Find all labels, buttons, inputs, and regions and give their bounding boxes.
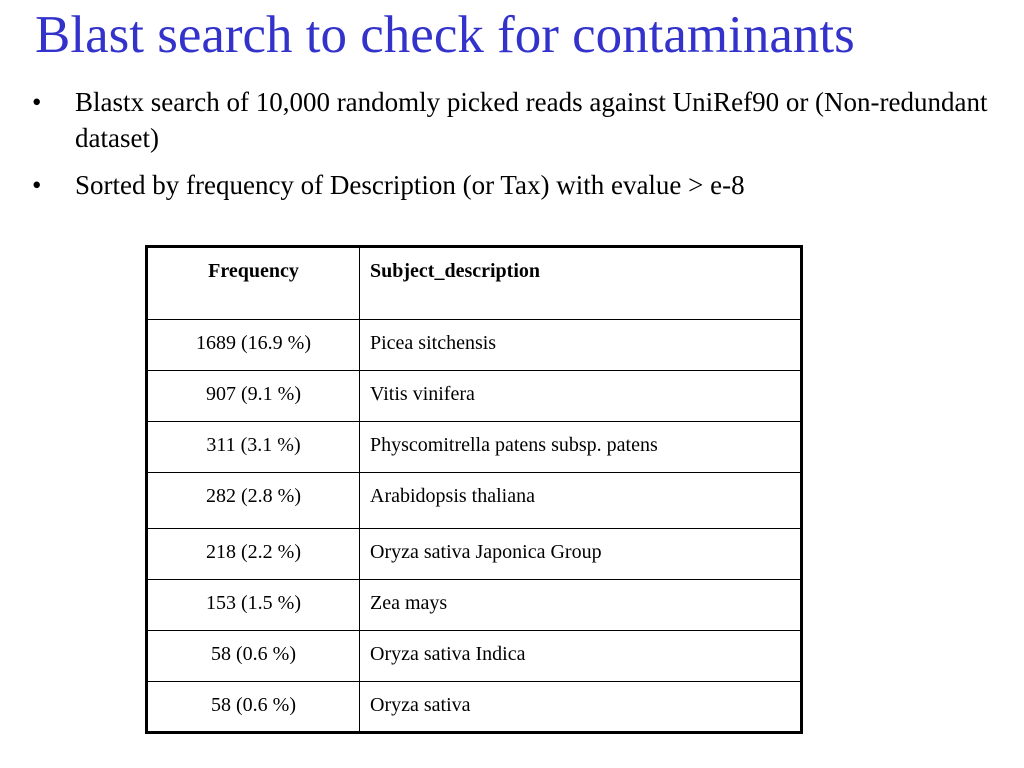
- table-row: [147, 682, 802, 733]
- description-cell: Vitis vinifera: [360, 371, 802, 422]
- subject-description-column-header: Subject_description: [360, 247, 802, 320]
- bullet-marker: •: [32, 87, 42, 117]
- table-row: [147, 529, 802, 580]
- table-row: [147, 320, 802, 371]
- frequency-cell: 58 (0.6 %): [147, 631, 360, 682]
- description-cell: Zea mays: [360, 580, 802, 631]
- bullet-marker: •: [32, 170, 42, 200]
- frequency-cell: 153 (1.5 %): [147, 580, 360, 631]
- frequency-column-header: Frequency: [147, 247, 360, 320]
- frequency-cell: 282 (2.8 %): [147, 473, 360, 529]
- frequency-cell: 311 (3.1 %): [147, 422, 360, 473]
- frequency-cell: 907 (9.1 %): [147, 371, 360, 422]
- table-row: [147, 371, 802, 422]
- table-row: [147, 580, 802, 631]
- description-cell: Picea sitchensis: [360, 320, 802, 371]
- description-cell: Oryza sativa Indica: [360, 631, 802, 682]
- bullet-list: [32, 84, 1012, 214]
- frequency-cell: 1689 (16.9 %): [147, 320, 360, 371]
- table-row: [147, 422, 802, 473]
- table-row: [147, 473, 802, 529]
- blast-results-table: [145, 245, 803, 734]
- slide-title: Blast search to check for contaminants: [35, 6, 855, 64]
- description-cell: Oryza sativa: [360, 682, 802, 733]
- frequency-cell: 58 (0.6 %): [147, 682, 360, 733]
- bullet-item: [32, 84, 1012, 156]
- frequency-cell: 218 (2.2 %): [147, 529, 360, 580]
- bullet-text: Sorted by frequency of Description (or Tax) with evalue > e-8: [75, 170, 745, 200]
- description-cell: Oryza sativa Japonica Group: [360, 529, 802, 580]
- description-cell: Arabidopsis thaliana: [360, 473, 802, 529]
- description-cell: Physcomitrella patens subsp. patens: [360, 422, 802, 473]
- bullet-text: Blastx search of 10,000 randomly picked reads against UniRef90 or (Non-redundant dataset): [75, 87, 988, 153]
- bullet-item: [32, 167, 1012, 203]
- table-header-row: [147, 247, 802, 320]
- table-row: [147, 631, 802, 682]
